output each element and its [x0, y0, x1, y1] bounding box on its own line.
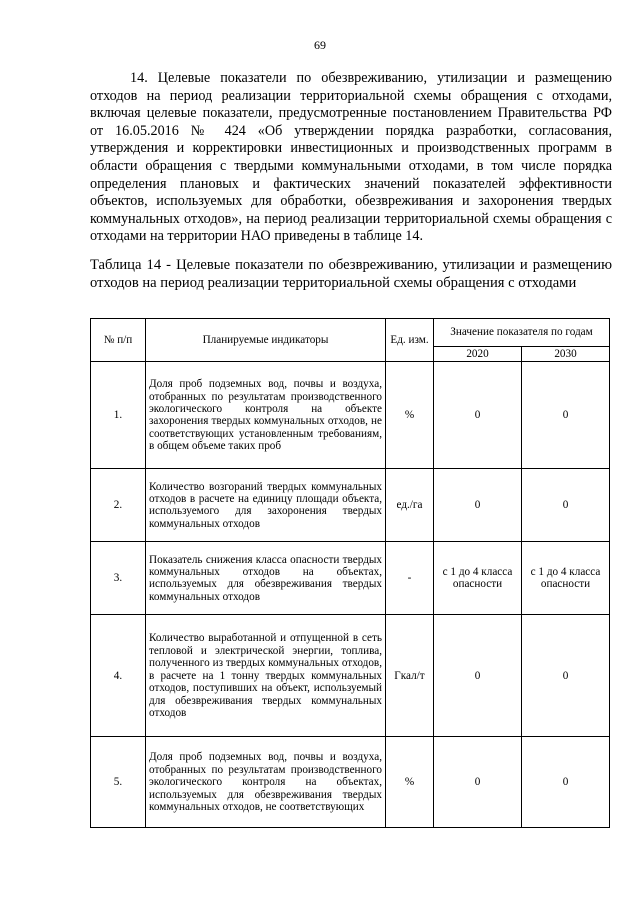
table-row	[91, 737, 610, 828]
page-number: 69	[314, 38, 326, 52]
row-indicator: Количество возгораний твердых коммунальных отходов в расчете на единицу площади объекта, используемого для захоронения твердых коммунальных отходов	[146, 469, 386, 542]
header-year-2030: 2030	[522, 347, 610, 362]
row-value-2020: с 1 до 4 класса опасности	[434, 542, 522, 615]
header-number: № п/п	[91, 319, 146, 362]
row-indicator: Показатель снижения класса опасности твердых коммунальных отходов на объектах, используемых для обезвреживания твердых коммунальных отходов	[146, 542, 386, 615]
row-value-2030: 0	[522, 362, 610, 469]
row-unit: -	[386, 542, 434, 615]
row-indicator: Доля проб подземных вод, почвы и воздуха, отобранных по результатам производственного экологического контроля на объекте захоронения твердых коммунальных отходов, не соответствующих установленным требованиям, в общем объеме таких проб	[146, 362, 386, 469]
row-value-2030: 0	[522, 469, 610, 542]
row-unit: %	[386, 362, 434, 469]
row-number: 3.	[91, 542, 146, 615]
header-year-2020: 2020	[434, 347, 522, 362]
row-number: 2.	[91, 469, 146, 542]
row-value-2020: 0	[434, 615, 522, 737]
row-indicator: Количество выработанной и отпущенной в сеть тепловой и электрической энергии, топлива, полученного из твердых коммунальных отходов, в расчете на 1 тонну твердых коммунальных отходов, поступивших на объект, используемый для обезвреживания твердых коммунальных отходов	[146, 615, 386, 737]
row-indicator: Доля проб подземных вод, почвы и воздуха, отобранных по результатам производственного экологического контроля на объектах, используемых для обезвреживания твердых коммунальных отходов, не соответствующих	[146, 737, 386, 828]
header-unit: Ед. изм.	[386, 319, 434, 362]
row-unit: Гкал/т	[386, 615, 434, 737]
row-number: 5.	[91, 737, 146, 828]
header-indicators: Планируемые индикаторы	[146, 319, 386, 362]
row-value-2020: 0	[434, 737, 522, 828]
table-caption: Таблица 14 - Целевые показатели по обезвреживанию, утилизации и размещению отходов на период реализации территориальной схемы обращения с отходами	[90, 257, 612, 291]
table-row	[91, 615, 610, 737]
table-row	[91, 362, 610, 469]
targets-table	[90, 318, 610, 828]
intro-paragraph: 14. Целевые показатели по обезвреживанию, утилизации и размещению отходов на период реализации территориальной схемы обращения с отходами, включая целевые показатели, предусмотренные постановлением Правительства РФ от 16.05.2016 № 424 «Об утверждении порядка разработки, согласования, утверждения и корректировки инвестиционных и производственных программ в области обращения с твердыми коммунальными отходами, в том числе порядка определения плановых и фактических значений показателей эффективности объектов, используемых для обработки, обезвреживания и захоронения твердых коммунальных отходов», на период реализации территориальной схемы обращения с отходами на территории НАО приведены в таблице 14.	[90, 70, 612, 245]
table-row	[91, 469, 610, 542]
row-value-2030: 0	[522, 615, 610, 737]
row-value-2020: 0	[434, 362, 522, 469]
row-value-2020: 0	[434, 469, 522, 542]
row-number: 4.	[91, 615, 146, 737]
row-value-2030: 0	[522, 737, 610, 828]
row-value-2030: с 1 до 4 класса опасности	[522, 542, 610, 615]
row-unit: ед./га	[386, 469, 434, 542]
header-values: Значение показателя по годам	[434, 319, 610, 347]
table-row	[91, 542, 610, 615]
row-unit: %	[386, 737, 434, 828]
row-number: 1.	[91, 362, 146, 469]
